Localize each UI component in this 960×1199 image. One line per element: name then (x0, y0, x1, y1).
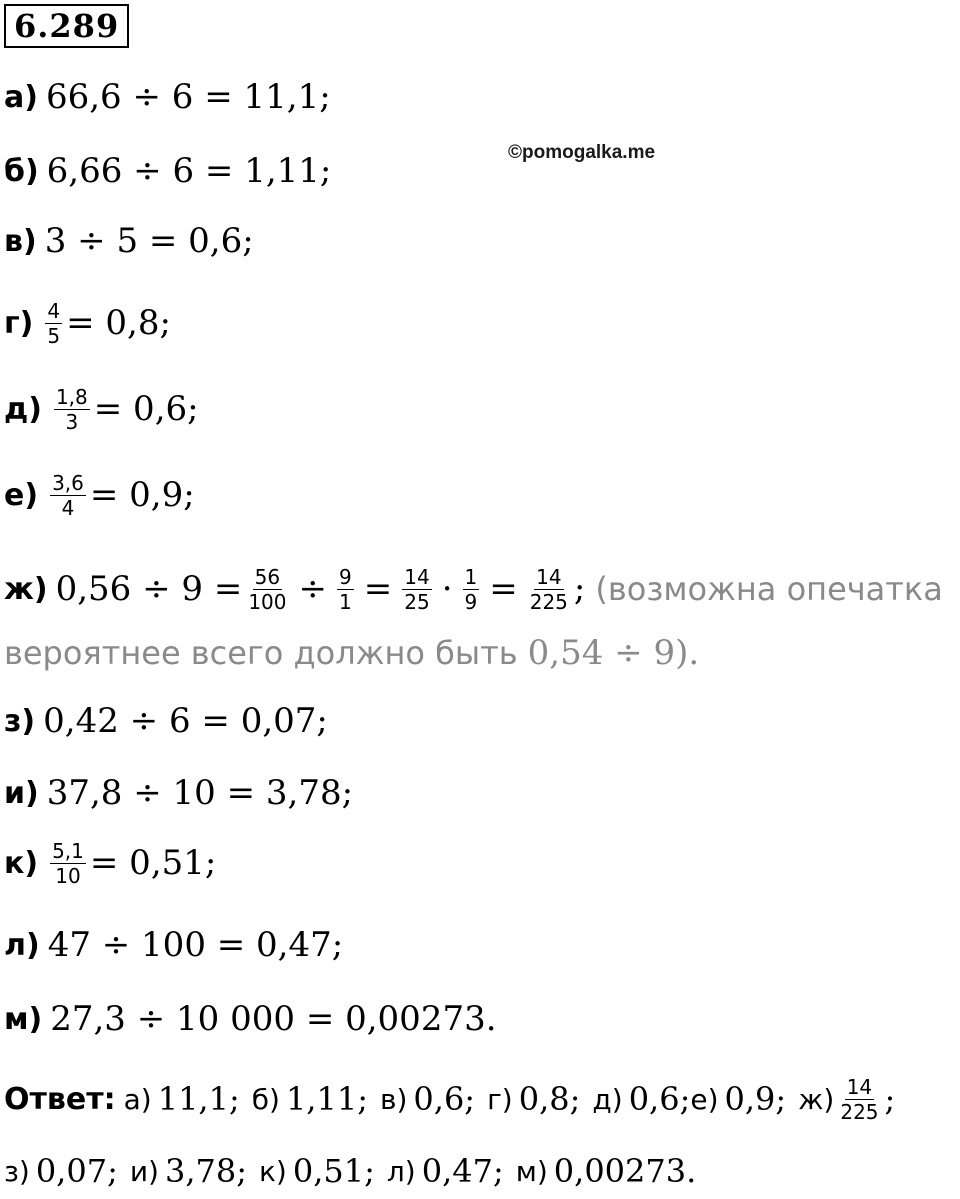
denominator: 225 (840, 1099, 879, 1124)
item-expression: = 0,6; (93, 389, 199, 429)
numerator: 56 (254, 564, 281, 589)
operator: · (441, 569, 453, 609)
numerator: 9 (339, 564, 352, 589)
answer-item-label: и) (129, 1154, 159, 1188)
solution-line-d (4, 384, 199, 434)
answer-item-value: 0,8; (518, 1080, 581, 1118)
solution-line-g (4, 298, 171, 348)
item-expression: 37,8 ÷ 10 = 3,78; (46, 773, 354, 813)
item-expression: 6,66 ÷ 6 = 1,11; (46, 151, 332, 191)
solution-line-i (4, 768, 353, 818)
numerator: 3,6 (52, 470, 84, 495)
fraction (463, 565, 480, 614)
answer-item-label: д) (592, 1082, 623, 1116)
fraction (54, 385, 90, 434)
fraction (45, 299, 62, 348)
answer-line-2 (4, 1146, 696, 1196)
item-expression: 66,6 ÷ 6 = 11,1; (45, 77, 331, 117)
denominator: 25 (404, 589, 430, 614)
item-expression: 0,42 ÷ 6 = 0,07; (43, 701, 328, 741)
denominator: 4 (61, 495, 75, 520)
answer-label: Ответ: (4, 1081, 116, 1117)
answer-item-value: 0,9; (724, 1080, 787, 1118)
solution-line-l (4, 920, 343, 970)
item-expression: 27,3 ÷ 10 000 = 0,00273. (50, 999, 497, 1039)
separator: ; (884, 1080, 896, 1118)
denominator: 5 (47, 323, 61, 348)
answer-item-label: г) (487, 1082, 513, 1116)
answer-item-value: 3,78; (164, 1152, 247, 1190)
fraction (528, 565, 570, 614)
solution-line-zh (4, 564, 943, 614)
typo-note-end: ). (675, 633, 700, 673)
item-label: в) (4, 223, 37, 259)
numerator: 14 (404, 564, 430, 589)
numerator: 1 (464, 564, 478, 589)
answer-item-label: з) (4, 1154, 30, 1188)
answer-item-value: 0,47; (421, 1152, 504, 1190)
item-expression: 47 ÷ 100 = 0,47; (47, 925, 344, 965)
answer-item-value: 11,1; (157, 1080, 240, 1118)
answer-item-label: в) (379, 1082, 408, 1116)
answer-item-value: 1,11; (285, 1080, 368, 1118)
answer-item-value: 0,6; (413, 1080, 476, 1118)
item-label: л) (4, 927, 40, 963)
operator: = (363, 569, 393, 609)
answer-item-label: л) (386, 1154, 416, 1188)
item-label: з) (4, 703, 36, 739)
operator: = (489, 569, 518, 609)
answer-item-value: 0,07; (35, 1152, 118, 1190)
item-label: б) (4, 153, 39, 189)
item-label: г) (4, 305, 34, 341)
watermark: ©pomogalka.me (508, 142, 656, 163)
typo-note-text: вероятнее всего должно быть (4, 634, 518, 672)
item-label: и) (4, 775, 39, 811)
solution-line-z (4, 696, 328, 746)
typo-note-math: 0,54 ÷ 9 (527, 633, 676, 673)
item-label: м) (4, 1001, 43, 1037)
answer-item-label: б) (251, 1082, 280, 1116)
denominator: 3 (65, 409, 79, 434)
solution-line-e (4, 470, 195, 520)
fraction (50, 839, 86, 888)
answer-item-label: ж) (798, 1082, 835, 1116)
solution-line-a (4, 72, 331, 122)
separator: ; (573, 569, 586, 609)
item-expression: = 0,8; (66, 303, 171, 343)
item-expression: 3 ÷ 5 = 0,6; (44, 221, 254, 261)
fraction (50, 471, 86, 520)
numerator: 14 (846, 1074, 873, 1099)
denominator: 1 (339, 589, 352, 614)
answer-item-value: 0,51; (292, 1152, 375, 1190)
item-label: д) (4, 391, 42, 427)
typo-note-continuation (4, 628, 699, 678)
item-expression: = 0,9; (89, 475, 195, 515)
denominator: 9 (464, 589, 478, 614)
numerator: 1,8 (55, 384, 88, 409)
answer-item-value: 0,00273. (553, 1152, 697, 1190)
problem-number: 6.289 (4, 4, 129, 48)
item-label: а) (4, 79, 38, 115)
answer-item-value: 0,6; (628, 1080, 691, 1118)
solution-line-v (4, 216, 254, 266)
answer-item-label: м) (515, 1154, 548, 1188)
fraction (838, 1075, 880, 1124)
item-label: е) (4, 477, 39, 513)
denominator: 225 (529, 589, 568, 614)
fraction (402, 565, 431, 614)
answer-item-label: к) (259, 1154, 287, 1188)
answer-item-label: е) (690, 1082, 719, 1116)
fraction (246, 565, 288, 614)
item-expression: 0,56 ÷ 9 = (55, 569, 243, 609)
solution-line-m (4, 994, 497, 1044)
answer-line-1 (4, 1074, 895, 1124)
item-expression: = 0,51; (89, 843, 217, 883)
typo-note: (возможна опечатка (595, 570, 943, 608)
numerator: 4 (47, 298, 61, 323)
numerator: 14 (536, 564, 562, 589)
solution-line-b (4, 146, 331, 196)
denominator: 100 (248, 589, 287, 614)
operator: ÷ (298, 569, 327, 609)
solution-line-k (4, 838, 216, 888)
item-label: к) (4, 845, 39, 881)
item-label: ж) (4, 571, 48, 607)
fraction (337, 565, 354, 614)
denominator: 10 (55, 863, 81, 888)
answer-item-label: а) (123, 1082, 152, 1116)
numerator: 5,1 (52, 838, 84, 863)
